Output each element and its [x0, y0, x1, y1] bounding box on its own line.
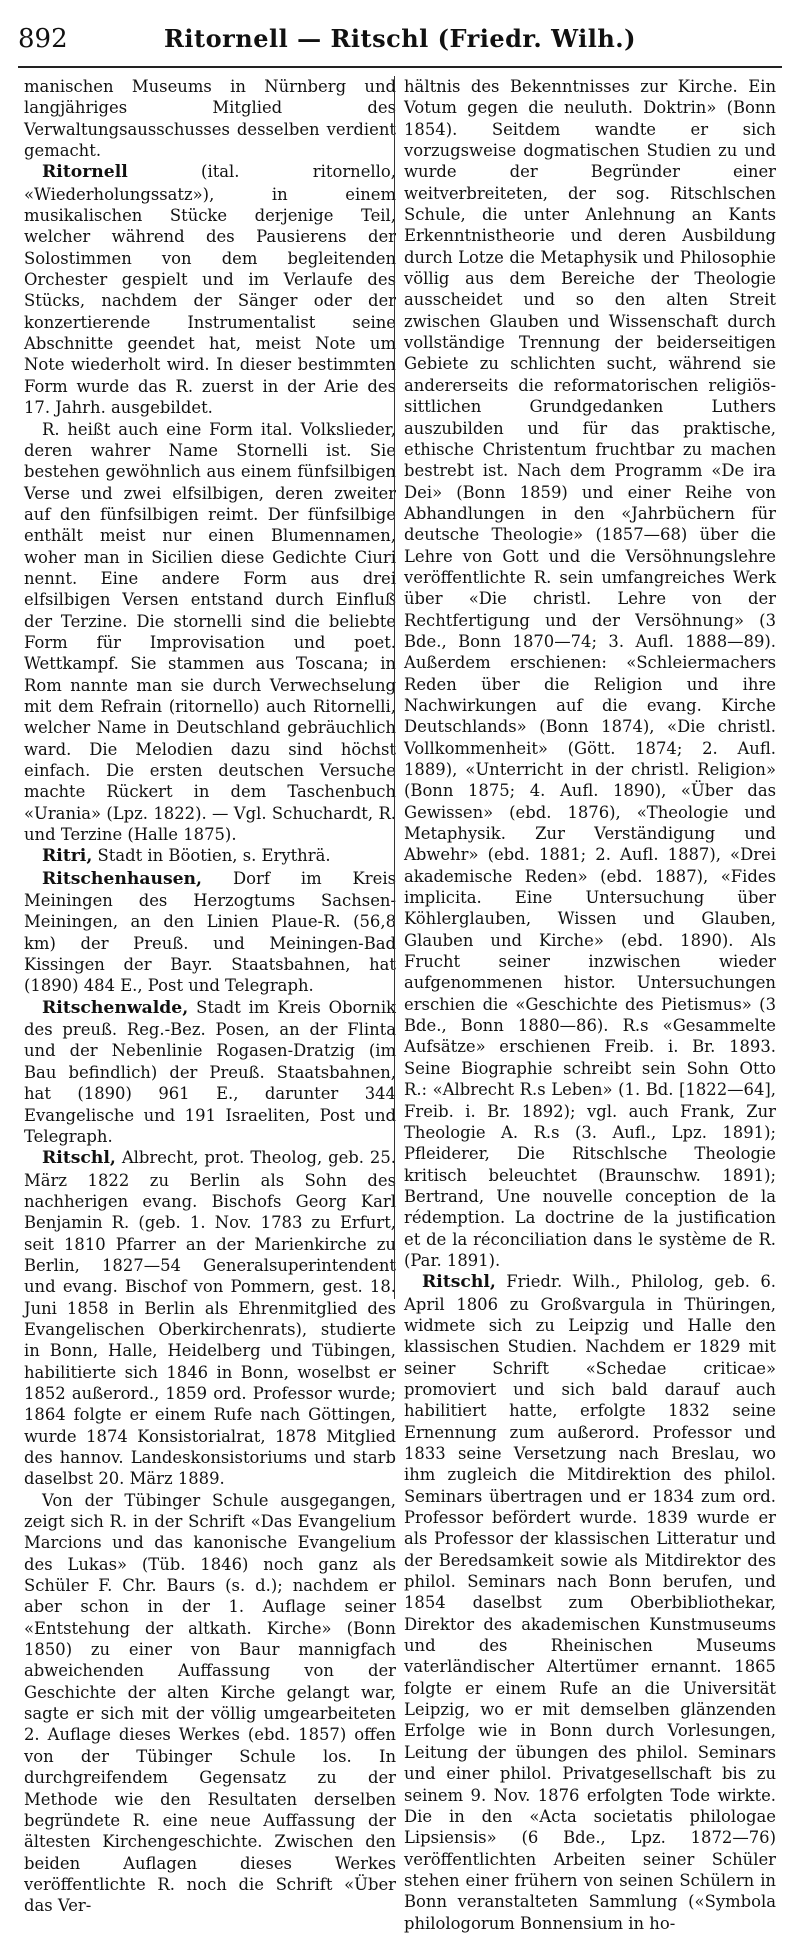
entry-ritschl-albrecht-paragraph-2: Von der Tübinger Schule ausgegangen, zeigt sich R. in der Schrift «Das Evangelium Marcions und das kanonische Evangelium des Lukas» (Tüb. 1846) noch ganz als Schüler F. Chr. Baurs (s. d.); nachdem er aber schon in der 1. Auflage seiner «Entstehung der altkath. Kirche» (Bonn 1850) zu einer von Baur mannigfach abweichenden Auffassung von der Geschichte der alten Kirche gelangt war, sagte er sich mit der völlig umgearbeiteten 2. Auflage dieses Werkes (ebd. 1857) offen von der Tübinger Schule los. In durchgreifendem Gegensatz zu der Methode wie den Resultaten derselben begründete R. eine neue Auffassung der ältesten Kirchengeschichte. Zwischen den beiden Auflagen dieses Werkes veröffentlichte R. noch die Schrift «Über das Ver-	[24, 1490, 396, 1916]
page-header	[18, 18, 782, 66]
entry-ritschenhausen	[24, 868, 396, 997]
entry-ritschl-friedr-wilh-text: Friedr. Wilh., Philolog, geb. 6. April 1806 zu Großvargula in Thüringen, widmete sich zu Leipzig und Halle den klassischen Studien. Nachdem er 1829 mit seiner Schrift «Schedae criticae» promoviert und sich bald darauf auch habilitiert hatte, erfolgte 1832 seine Ernennung zum außerord. Professor und 1833 seine Versetzung nach Breslau, wo ihm zugleich die Mitdirektion des philol. Seminars übertragen und er 1834 zum ord. Professor befördert wurde. 1839 wurde er als Professor der klassischen Litteratur und der Beredsamkeit sowie als Mitdirektor des philol. Seminars nach Bonn berufen, und 1854 daselbst zum Oberbibliothekar, Direktor des akademischen Kunstmuseums und des Rheinischen Museums vaterländischer Altertümer ernannt. 1865 folgte er einem Rufe an die Universität Leipzig, wo er mit demselben glänzenden Erfolge wie in Bonn durch Vorlesungen, Leitung der übungen des philol. Seminars und einer philol. Privatgesellschaft bis zu seinem 9. Nov. 1876 erfolgten Tode wirkte. Die in den «Acta societatis philologae Lipsiensis» (6 Bde., Lpz. 1872—76) veröffentlichten Arbeiten seiner Schüler stehen einer frühern von seinen Schülern in Bonn veranstalteten Sammlung («Symbola philologorum Bonnensium in ho-	[404, 1272, 776, 1933]
entry-ritri	[24, 845, 396, 867]
entry-ritornell-paragraph-2: R. heißt auch eine Form ital. Volkslieder, deren wahrer Name Stornelli ist. Sie bestehen gewöhnlich aus einem fünfsilbigen Verse und zwei elfsilbigen, deren zweiter auf den fünfsilbigen reimt. Der fünfsilbige enthält meist nur einen Blumennamen, woher man in Sicilien diese Gedichte Ciuri nennt. Eine andere Form aus drei elfsilbigen Versen entstand durch Einfluß der Terzine. Die stornelli sind die beliebte Form für Improvisation und poet. Wettkampf. Sie stammen aus Toscana; in Rom nannte man sie durch Verwechselung mit dem Refrain (ritornello) auch Ritornelli, welcher Name in Deutschland gebräuchlich ward. Die Melodien dazu sind höchst einfach. Die ersten deutschen Versuche machte Rückert in dem Taschenbuch «Urania» (Lpz. 1822). — Vgl. Schuchardt, R. und Terzine (Halle 1875).	[24, 419, 396, 845]
entry-ritschenwalde-text: Stadt im Kreis Obornik des preuß. Reg.-Bez. Posen, an der Flinta und der Nebenlinie Rogasen-Dratzig (im Bau befindlich) der Preuß. Staatsbahnen, hat (1890) 961 E., darunter 344 Evangelische und 191 Israeliten, Post und Telegraph.	[24, 997, 396, 1146]
headword-ritschl-friedr-wilh: Ritschl,	[422, 1272, 496, 1293]
left-column	[24, 76, 396, 1916]
entry-ritschl-friedr-wilh	[404, 1271, 776, 1934]
column-divider	[394, 76, 395, 1299]
right-column	[404, 76, 776, 1933]
running-title: Ritornell — Ritschl (Friedr. Wilh.)	[163, 24, 637, 53]
entry-ritschl-albrecht	[24, 1147, 396, 1490]
entry-ritschl-albrecht-text: Albrecht, prot. Theolog, geb. 25. März 1822 zu Berlin als Sohn des nachherigen evang. Bischofs Georg Karl Benjamin R. (geb. 1. Nov. 1783 zu Erfurt, seit 1810 Pfarrer an der Marienkirche zu Berlin, 1827—54 Generalsuperintendent und evang. Bischof von Pommern, gest. 18. Juni 1858 in Berlin als Ehrenmitglied des Evangelischen Oberkirchenrats), studierte in Bonn, Halle, Heidelberg und Tübingen, habilitierte sich 1846 in Bonn, woselbst er 1852 außerord., 1859 ord. Professor wurde; 1864 folgte er einem Rufe nach Göttingen, wurde 1874 Konsistorialrat, 1878 Mitglied des hannov. Landeskonsistoriums und starb daselbst 20. März 1889.	[24, 1148, 396, 1489]
headword-ritri: Ritri,	[42, 846, 93, 867]
headword-ritschenwalde: Ritschenwalde,	[42, 997, 189, 1018]
entry-ritri-text: Stadt in Böotien, s. Erythrä.	[92, 846, 331, 866]
entry-ritornell	[24, 161, 396, 418]
entry-ritornell-text: (ital. ritornello, «Wiederholungssatz»), in einem musikalischen Stücke derjenige Teil, welcher während des Pausierens der Solostimmen von dem begleitenden Orchester gespielt und im Verlaufe des Stücks, nachdem der Sänger oder der konzertierende Instrumentalist seine Abschnitte geendet hat, meist Note um Note wiederholt wird. In dieser bestimmten Form wurde das R. zuerst in der Arie des 17. Jahrh. ausgebildet.	[24, 162, 396, 418]
page-number: 892	[18, 24, 68, 54]
headword-ritornell: Ritornell	[42, 162, 128, 183]
continued-paragraph-right: hältnis des Bekenntnisses zur Kirche. Ein Votum gegen die neuluth. Doktrin» (Bonn 1854). Seitdem wandte er sich vorzugsweise dogmatischen Studien zu und wurde der Begründer einer weitverbreiteten, der sog. Ritschlschen Schule, die unter Anlehnung an Kants Erkenntnistheorie und deren Ausbildung durch Lotze die Metaphysik und Philosophie völlig aus dem Bereiche der Theologie ausscheidet und so den alten Streit zwischen Glauben und Wissenschaft durch vollständige Trennung der beiderseitigen Gebiete zu schlichten sucht, während sie andererseits die reformatorischen religiös-sittlichen Grundgedanken Luthers auszubilden und für das praktische, ethische Christentum fruchtbar zu machen bestrebt ist. Nach dem Programm «De ira Dei» (Bonn 1859) und einer Reihe von Abhandlungen in den «Jahrbüchern für deutsche Theologie» (1857—68) über die Lehre von Gott und die Versöhnungslehre veröffentlichte R. sein umfangreiches Werk über «Die christl. Lehre von der Rechtfertigung und der Versöhnung» (3 Bde., Bonn 1870—74; 3. Aufl. 1888—89). Außerdem erschienen: «Schleiermachers Reden über die Religion und ihre Nachwirkungen auf die evang. Kirche Deutschlands» (Bonn 1874), «Die christl. Vollkommenheit» (Gött. 1874; 2. Aufl. 1889), «Unterricht in der christl. Religion» (Bonn 1875; 4. Aufl. 1890), «Über das Gewissen» (ebd. 1876), «Theologie und Metaphysik. Zur Verständigung und Abwehr» (ebd. 1881; 2. Aufl. 1887), «Drei akademische Reden» (ebd. 1887), «Fides implicita. Eine Untersuchung über Köhlerglauben, Wissen und Glauben, Glauben und Kirche» (ebd. 1890). Als Frucht seiner inzwischen wieder aufgenommenen histor. Untersuchungen erschien die «Geschichte des Pietismus» (3 Bde., Bonn 1880—86). R.s «Gesammelte Aufsätze» erschienen Freib. i. Br. 1893. Seine Biographie schreibt sein Sohn Otto R.: «Albrecht R.s Leben» (1. Bd. [1822—64], Freib. i. Br. 1892); vgl. auch Frank, Zur Theologie A. R.s (3. Aufl., Lpz. 1891); Pfleiderer, Die Ritschlsche Theologie kritisch beleuchtet (Braunschw. 1891); Bertrand, Une nouvelle conception de la rédemption. La doctrine de la justification et de la réconciliation dans le système de R. (Par. 1891).	[404, 77, 776, 1270]
entry-ritschenwalde	[24, 997, 396, 1147]
continued-paragraph: manischen Museums in Nürnberg und langjähriges Mitglied des Verwaltungsausschusses desselben verdient gemacht.	[24, 77, 396, 161]
headword-ritschl-albrecht: Ritschl,	[42, 1148, 116, 1169]
headword-ritschenhausen: Ritschenhausen,	[42, 868, 203, 889]
entry-ritschenhausen-text: Dorf im Kreis Meiningen des Herzogtums Sachsen-Meiningen, an den Linien Plaue-R. (56,8 km) der Preuß. und Meiningen-Bad Kissingen der Bayr. Staatsbahnen, hat (1890) 484 E., Post und Telegraph.	[24, 868, 396, 996]
header-rule	[18, 66, 782, 68]
